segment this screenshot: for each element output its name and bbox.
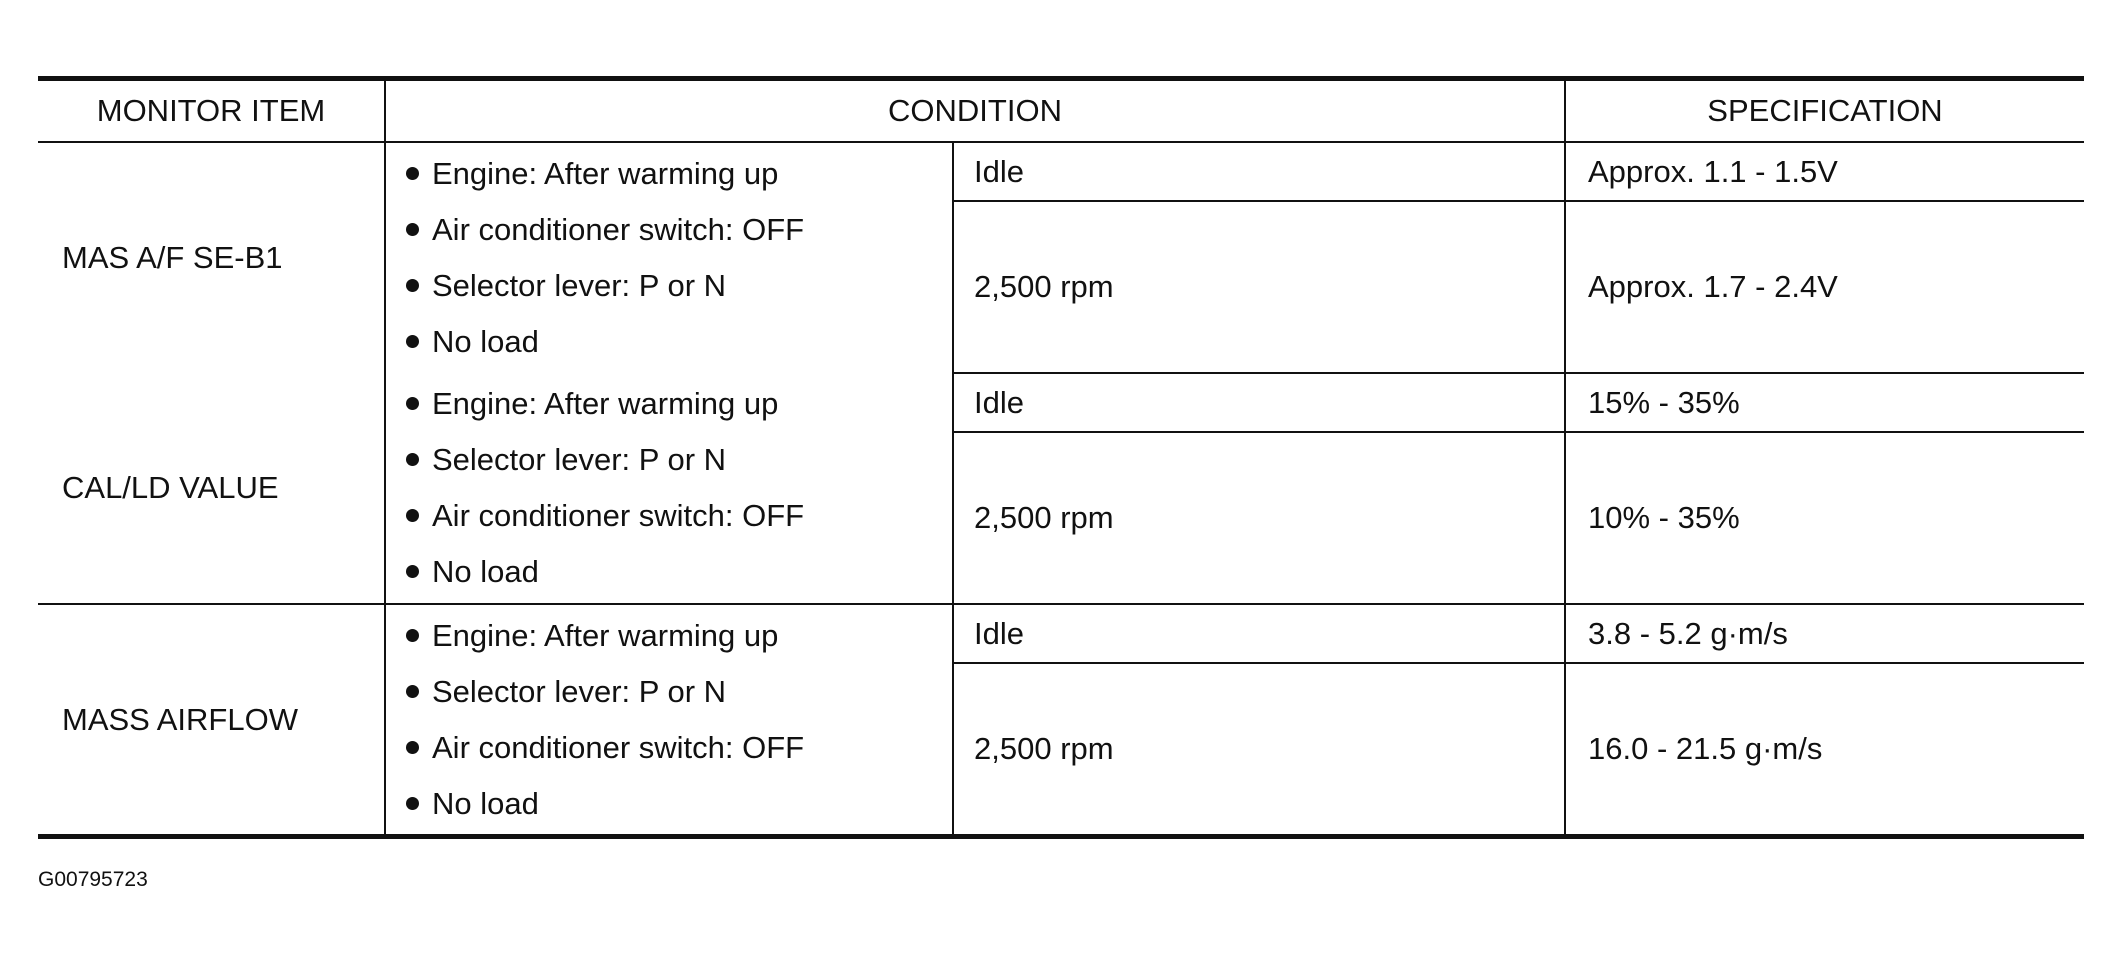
bullet-icon	[406, 685, 419, 698]
bullet-icon	[406, 397, 419, 410]
bullet-icon	[406, 509, 419, 522]
condition-value-cell: 2,500 rpm	[953, 201, 1565, 373]
header-specification: SPECIFICATION	[1565, 79, 2084, 143]
condition-list-cell	[385, 142, 953, 373]
list-item: Engine: After warming up	[406, 146, 952, 202]
condition-list	[406, 376, 952, 600]
specification-cell: Approx. 1.7 - 2.4V	[1565, 201, 2084, 373]
list-item: Selector lever: P or N	[406, 664, 952, 720]
list-item: Selector lever: P or N	[406, 432, 952, 488]
list-item: No load	[406, 776, 952, 832]
bullet-icon	[406, 167, 419, 180]
specification-cell: 16.0 - 21.5 g·m/s	[1565, 663, 2084, 837]
specification-cell: Approx. 1.1 - 1.5V	[1565, 142, 2084, 201]
condition-value-cell: 2,500 rpm	[953, 663, 1565, 837]
list-item: Engine: After warming up	[406, 376, 952, 432]
figure-code: G00795723	[38, 868, 148, 891]
bullet-icon	[406, 565, 419, 578]
header-condition: CONDITION	[385, 79, 1565, 143]
list-item: No load	[406, 314, 952, 370]
specification-table	[38, 76, 2084, 839]
bullet-icon	[406, 335, 419, 348]
table-header-row	[38, 79, 2084, 143]
specification-cell: 10% - 35%	[1565, 432, 2084, 604]
list-item: Air conditioner switch: OFF	[406, 720, 952, 776]
bullet-icon	[406, 453, 419, 466]
list-item: Engine: After warming up	[406, 608, 952, 664]
list-item: Air conditioner switch: OFF	[406, 488, 952, 544]
list-item: Selector lever: P or N	[406, 258, 952, 314]
condition-value-cell: Idle	[953, 373, 1565, 432]
specification-cell: 3.8 - 5.2 g·m/s	[1565, 604, 2084, 663]
condition-value-cell: Idle	[953, 604, 1565, 663]
condition-list-cell	[385, 373, 953, 604]
bullet-icon	[406, 797, 419, 810]
bullet-icon	[406, 741, 419, 754]
condition-value-cell: Idle	[953, 142, 1565, 201]
specification-cell: 15% - 35%	[1565, 373, 2084, 432]
bullet-icon	[406, 223, 419, 236]
list-item: No load	[406, 544, 952, 600]
header-monitor-item: MONITOR ITEM	[38, 79, 385, 143]
table-row	[38, 604, 2084, 663]
condition-list	[406, 146, 952, 370]
table-row	[38, 373, 2084, 432]
condition-list-cell	[385, 604, 953, 837]
bullet-icon	[406, 279, 419, 292]
monitor-item-cell: CAL/LD VALUE	[38, 373, 385, 604]
monitor-item-cell: MASS AIRFLOW	[62, 701, 298, 737]
monitor-item-cell: MAS A/F SE-B1	[62, 240, 283, 275]
condition-list	[406, 608, 952, 832]
list-item: Air conditioner switch: OFF	[406, 202, 952, 258]
table-row	[38, 142, 2084, 201]
condition-value-cell: 2,500 rpm	[953, 432, 1565, 604]
bullet-icon	[406, 629, 419, 642]
